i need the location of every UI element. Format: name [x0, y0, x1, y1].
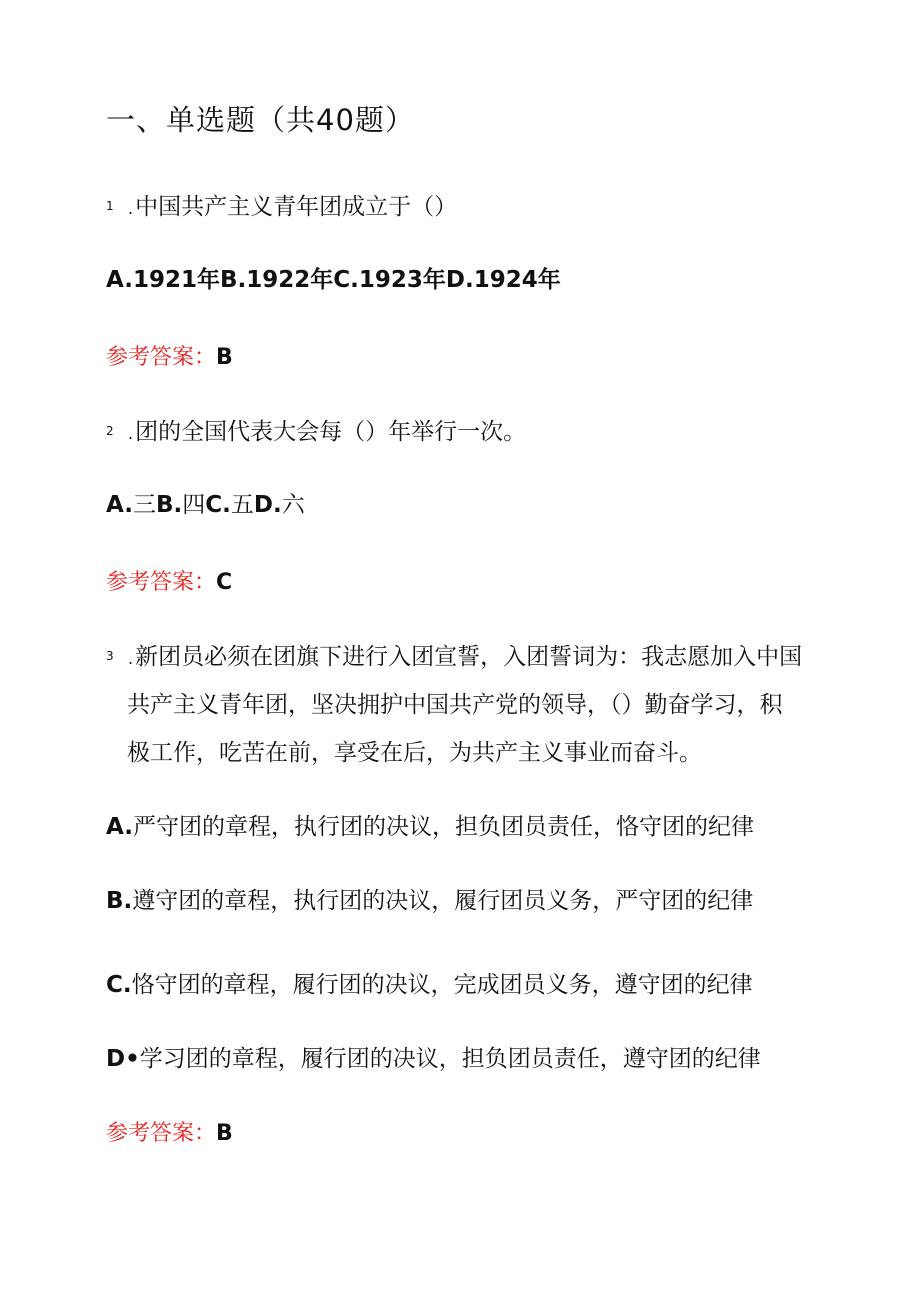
option-a-text: 严守团的章程，执行团的决议，担负团员责任，恪守团的纪律	[132, 814, 754, 840]
option-a-letter: A.	[106, 267, 133, 293]
question-2-options	[106, 486, 305, 519]
answer-value: B	[216, 345, 233, 370]
answer-label: 参考答案：	[106, 1121, 217, 1146]
option-b-letter: B.	[106, 888, 133, 914]
question-number: 3	[106, 648, 114, 663]
question-dot: .	[128, 424, 134, 443]
option-d-letter: D.	[445, 267, 474, 293]
question-3	[106, 638, 802, 671]
option-d-letter: D•	[106, 1046, 140, 1072]
question-stem-line-2: 共产主义青年团，坚决拥护中国共产党的领导，（）勤奋学习，积	[127, 692, 783, 718]
question-3-answer	[106, 1116, 233, 1147]
question-3-option-d	[106, 1040, 761, 1073]
option-c-text: 1923年	[358, 267, 446, 293]
option-d-text: 六	[281, 492, 305, 518]
question-1	[106, 188, 457, 221]
question-stem: 团的全国代表大会每（）年举行一次。	[135, 419, 527, 445]
option-c-letter: C.	[205, 492, 231, 518]
option-c-text: 恪守团的章程，履行团的决议，完成团员义务，遵守团的纪律	[131, 972, 753, 998]
option-c-text: 五	[230, 492, 254, 518]
question-2	[106, 413, 526, 446]
option-c-letter: C.	[106, 972, 132, 998]
question-number: 1	[106, 198, 114, 213]
question-1-answer	[106, 340, 233, 371]
question-2-answer	[106, 565, 232, 596]
section-title: 一、单选题（共40题）	[106, 103, 415, 137]
question-stem-line-1: 新团员必须在团旗下进行入团宣誓，入团誓词为：我志愿加入中国	[135, 644, 803, 670]
option-d-text: 1924年	[473, 267, 561, 293]
option-b-text: 四	[182, 492, 206, 518]
question-3-option-c	[106, 966, 753, 999]
option-a-letter: A.	[106, 814, 133, 840]
option-b-text: 1922年	[246, 267, 334, 293]
question-number: 2	[106, 423, 114, 438]
answer-label: 参考答案：	[106, 570, 217, 595]
option-b-letter: B.	[155, 492, 183, 518]
option-a-letter: A.	[106, 492, 133, 518]
option-d-text: 学习团的章程，履行团的决议，担负团员责任，遵守团的纪律	[139, 1046, 761, 1072]
question-stem: 中国共产主义青年团成立于（）	[135, 194, 458, 220]
question-dot: .	[128, 649, 134, 668]
question-3-option-a	[106, 808, 754, 841]
question-dot: .	[128, 199, 134, 218]
option-a-text: 1921年	[132, 267, 220, 293]
question-stem-line-3: 极工作，吃苦在前，享受在后，为共产主义事业而奋斗。	[127, 740, 702, 766]
option-b-text: 遵守团的章程，执行团的决议，履行团员义务，严守团的纪律	[132, 888, 754, 914]
answer-value: B	[216, 1121, 233, 1146]
option-d-letter: D.	[253, 492, 282, 518]
question-1-options	[106, 261, 561, 294]
answer-label: 参考答案：	[106, 345, 217, 370]
answer-value: C	[216, 570, 233, 595]
option-a-text: 三	[132, 492, 156, 518]
option-c-letter: C.	[333, 267, 359, 293]
option-b-letter: B.	[219, 267, 247, 293]
question-3-option-b	[106, 882, 753, 915]
